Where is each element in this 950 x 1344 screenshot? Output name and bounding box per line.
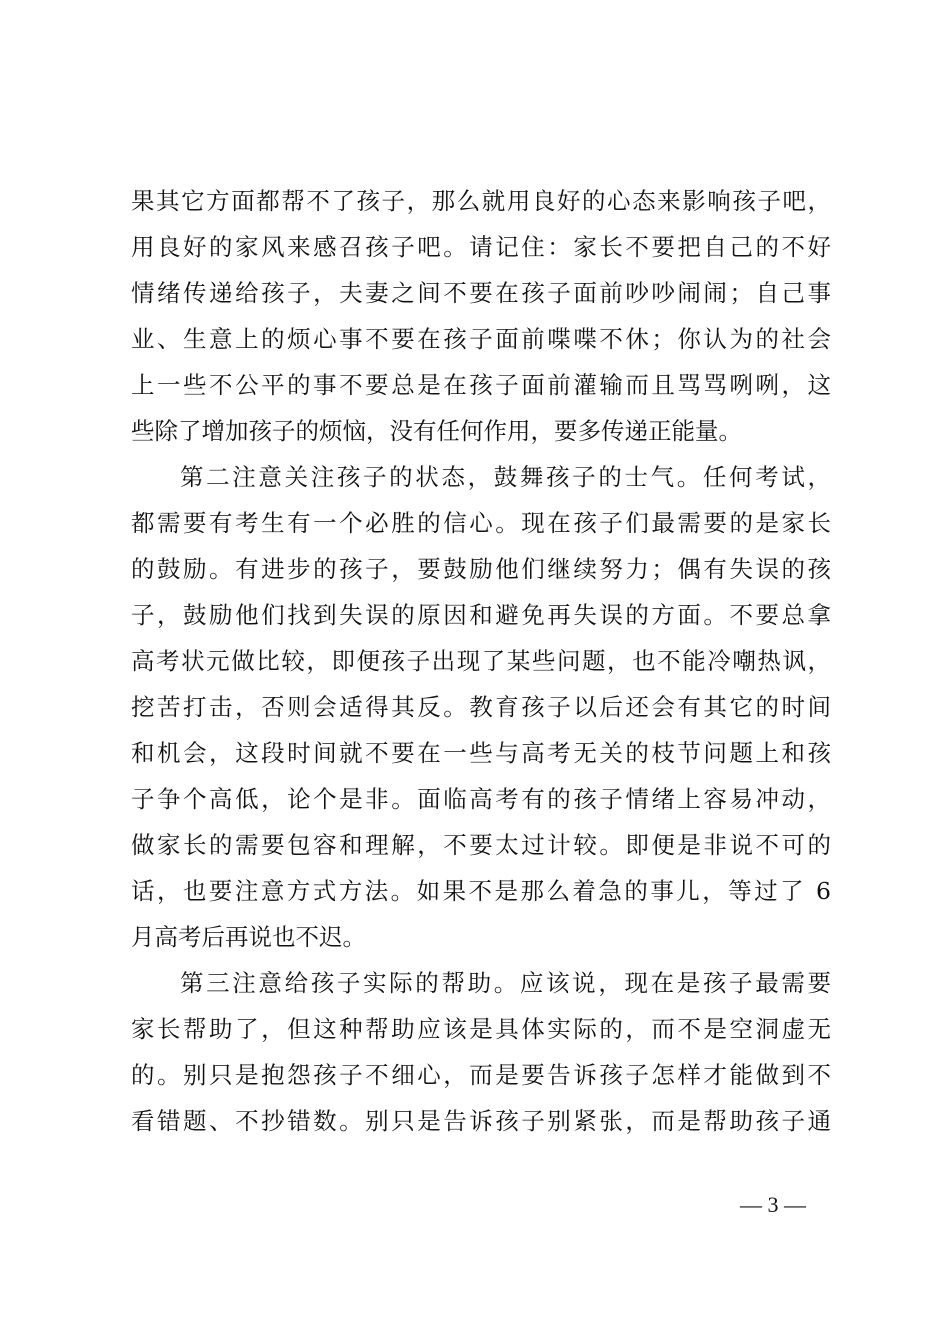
- text-line: 果其它方面都帮不了孩子，那么就用良好的心态来影响孩子吧，: [131, 187, 831, 215]
- text-line: 的。别只是抱怨孩子不细心，而是要告诉孩子怎样才能做到不: [131, 1061, 831, 1089]
- text-line: 月高考后再说也不迟。: [131, 923, 366, 951]
- page-number: — 3 —: [740, 1192, 806, 1217]
- text-line: 用良好的家风来感召孩子吧。请记住：家长不要把自己的不好: [131, 233, 831, 261]
- text-line: 子，鼓励他们找到失误的原因和避免再失误的方面。不要总拿: [131, 601, 831, 629]
- text-line: 和机会，这段时间就不要在一些与高考无关的枝节问题上和孩: [131, 739, 831, 767]
- text-line: 做家长的需要包容和理解，不要太过计较。即便是非说不可的: [131, 831, 831, 859]
- text-line: 的鼓励。有进步的孩子，要鼓励他们继续努力；偶有失误的孩: [131, 555, 831, 583]
- text-line: 业、生意上的烦心事不要在孩子面前喋喋不休；你认为的社会: [131, 325, 831, 353]
- text-line: 都需要有考生有一个必胜的信心。现在孩子们最需要的是家长: [131, 509, 831, 537]
- text-line: 上一些不公平的事不要总是在孩子面前灌输而且骂骂咧咧，这: [131, 371, 831, 399]
- text-line: 挖苦打击，否则会适得其反。教育孩子以后还会有其它的时间: [131, 693, 831, 721]
- text-line: 情绪传递给孩子，夫妻之间不要在孩子面前吵吵闹闹；自己事: [131, 279, 831, 307]
- text-line: 些除了增加孩子的烦恼，没有任何作用，要多传递正能量。: [131, 417, 742, 445]
- text-line: 看错题、不抄错数。别只是告诉孩子别紧张，而是帮助孩子通: [131, 1107, 831, 1135]
- text-line: 话，也要注意方式方法。如果不是那么着急的事儿，等过了 6: [131, 877, 831, 905]
- paragraph-start-line: 第三注意给孩子实际的帮助。应该说，现在是孩子最需要: [180, 969, 831, 997]
- text-line: 家长帮助了，但这种帮助应该是具体实际的，而不是空洞虚无: [131, 1015, 831, 1043]
- text-line: 高考状元做比较，即便孩子出现了某些问题，也不能冷嘲热讽，: [131, 647, 831, 675]
- text-line: 子争个高低，论个是非。面临高考有的孩子情绪上容易冲动，: [131, 785, 831, 813]
- paragraph-start-line: 第二注意关注孩子的状态，鼓舞孩子的士气。任何考试，: [180, 463, 831, 491]
